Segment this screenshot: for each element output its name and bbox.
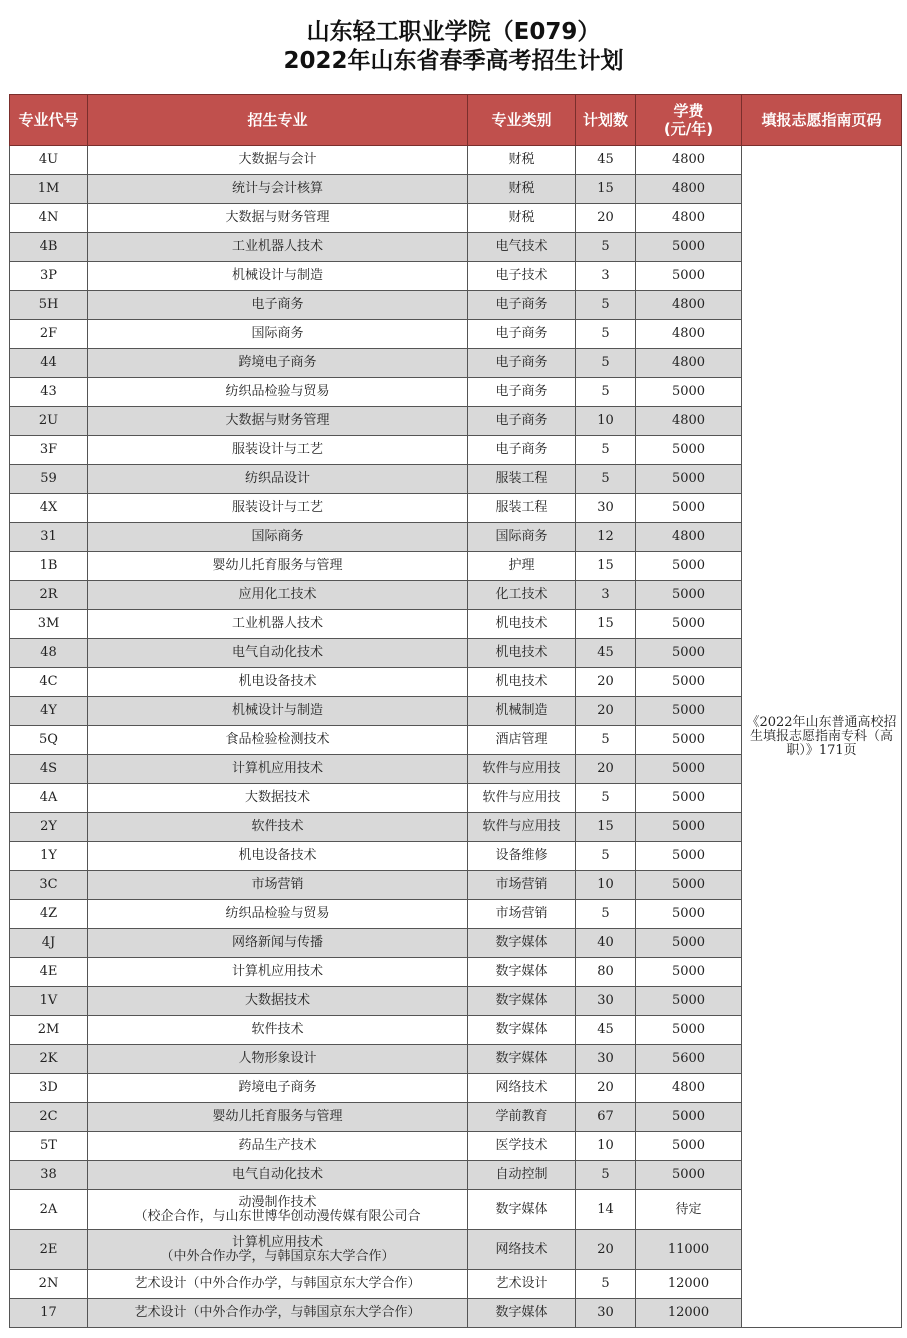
cell-major-note: （校企合作，与山东世博华创动漫传媒有限公司合 xyxy=(134,1208,421,1224)
cell-major: 电子商务 xyxy=(88,291,468,320)
cell-fee: 12000 xyxy=(636,1270,742,1299)
cell-code: 5T xyxy=(10,1132,88,1161)
cell-major: 纺织品检验与贸易 xyxy=(88,900,468,929)
cell-count: 10 xyxy=(576,1132,636,1161)
cell-fee: 5000 xyxy=(636,494,742,523)
cell-count: 5 xyxy=(576,900,636,929)
cell-count: 10 xyxy=(576,407,636,436)
cell-category: 财税 xyxy=(468,204,576,233)
cell-major xyxy=(88,1230,468,1270)
cell-code: 3F xyxy=(10,436,88,465)
cell-count: 5 xyxy=(576,291,636,320)
cell-code: 4S xyxy=(10,755,88,784)
cell-major: 机电设备技术 xyxy=(88,842,468,871)
cell-category: 电子商务 xyxy=(468,291,576,320)
header-count: 计划数 xyxy=(576,95,636,146)
cell-code: 2R xyxy=(10,581,88,610)
cell-code: 48 xyxy=(10,639,88,668)
cell-count: 30 xyxy=(576,1299,636,1328)
cell-fee: 5000 xyxy=(636,581,742,610)
cell-count: 20 xyxy=(576,1074,636,1103)
cell-major: 机械设计与制造 xyxy=(88,697,468,726)
cell-major: 大数据技术 xyxy=(88,784,468,813)
cell-category: 艺术设计 xyxy=(468,1270,576,1299)
cell-major: 艺术设计（中外合作办学，与韩国京东大学合作） xyxy=(88,1299,468,1328)
cell-code: 5Q xyxy=(10,726,88,755)
header-guide: 填报志愿指南页码 xyxy=(742,95,902,146)
cell-category: 网络技术 xyxy=(468,1074,576,1103)
cell-fee: 5000 xyxy=(636,378,742,407)
cell-major: 服装设计与工艺 xyxy=(88,436,468,465)
cell-category: 数字媒体 xyxy=(468,929,576,958)
cell-category: 数字媒体 xyxy=(468,1190,576,1230)
cell-fee: 5000 xyxy=(636,871,742,900)
cell-major: 国际商务 xyxy=(88,523,468,552)
cell-category: 软件与应用技 xyxy=(468,784,576,813)
cell-category: 护理 xyxy=(468,552,576,581)
cell-category: 自动控制 xyxy=(468,1161,576,1190)
cell-code: 44 xyxy=(10,349,88,378)
cell-major-name: 动漫制作技术 xyxy=(238,1194,317,1210)
cell-major: 机械设计与制造 xyxy=(88,262,468,291)
cell-fee: 5000 xyxy=(636,1103,742,1132)
cell-fee: 5000 xyxy=(636,233,742,262)
cell-category: 电子商务 xyxy=(468,378,576,407)
cell-major: 网络新闻与传播 xyxy=(88,929,468,958)
cell-code: 59 xyxy=(10,465,88,494)
cell-count: 5 xyxy=(576,1161,636,1190)
cell-category: 电子商务 xyxy=(468,436,576,465)
cell-code: 2F xyxy=(10,320,88,349)
cell-category: 电子商务 xyxy=(468,320,576,349)
cell-category: 网络技术 xyxy=(468,1230,576,1270)
cell-count: 45 xyxy=(576,1016,636,1045)
cell-code: 5H xyxy=(10,291,88,320)
cell-category: 机电技术 xyxy=(468,610,576,639)
cell-category: 市场营销 xyxy=(468,871,576,900)
cell-code: 2A xyxy=(10,1190,88,1230)
cell-fee: 4800 xyxy=(636,407,742,436)
cell-category: 市场营销 xyxy=(468,900,576,929)
cell-major: 计算机应用技术 xyxy=(88,755,468,784)
cell-code: 1Y xyxy=(10,842,88,871)
cell-count: 30 xyxy=(576,987,636,1016)
cell-code: 1V xyxy=(10,987,88,1016)
cell-major: 机电设备技术 xyxy=(88,668,468,697)
cell-fee: 5000 xyxy=(636,610,742,639)
cell-count: 20 xyxy=(576,697,636,726)
cell-category: 化工技术 xyxy=(468,581,576,610)
cell-category: 电子技术 xyxy=(468,262,576,291)
cell-major: 大数据技术 xyxy=(88,987,468,1016)
cell-category: 电子商务 xyxy=(468,407,576,436)
cell-major: 软件技术 xyxy=(88,813,468,842)
cell-category: 机电技术 xyxy=(468,639,576,668)
cell-fee: 11000 xyxy=(636,1230,742,1270)
cell-fee: 5000 xyxy=(636,668,742,697)
cell-code: 2M xyxy=(10,1016,88,1045)
cell-fee: 5000 xyxy=(636,726,742,755)
cell-code: 4N xyxy=(10,204,88,233)
cell-code: 2Y xyxy=(10,813,88,842)
cell-count: 5 xyxy=(576,465,636,494)
cell-major: 大数据与财务管理 xyxy=(88,407,468,436)
cell-count: 5 xyxy=(576,1270,636,1299)
cell-fee: 5600 xyxy=(636,1045,742,1074)
cell-major: 市场营销 xyxy=(88,871,468,900)
cell-fee: 4800 xyxy=(636,1074,742,1103)
cell-count: 20 xyxy=(576,1230,636,1270)
cell-category: 软件与应用技 xyxy=(468,755,576,784)
cell-category: 数字媒体 xyxy=(468,987,576,1016)
cell-major: 跨境电子商务 xyxy=(88,1074,468,1103)
cell-code: 4Z xyxy=(10,900,88,929)
cell-major xyxy=(88,1190,468,1230)
cell-fee: 5000 xyxy=(636,697,742,726)
cell-category: 医学技术 xyxy=(468,1132,576,1161)
cell-count: 15 xyxy=(576,552,636,581)
cell-count: 15 xyxy=(576,813,636,842)
cell-major: 电气自动化技术 xyxy=(88,639,468,668)
cell-category: 电气技术 xyxy=(468,233,576,262)
cell-major: 服装设计与工艺 xyxy=(88,494,468,523)
cell-fee: 5000 xyxy=(636,262,742,291)
cell-major: 跨境电子商务 xyxy=(88,349,468,378)
cell-count: 14 xyxy=(576,1190,636,1230)
cell-fee: 5000 xyxy=(636,784,742,813)
cell-major: 食品检验检测技术 xyxy=(88,726,468,755)
cell-code: 2C xyxy=(10,1103,88,1132)
cell-count: 20 xyxy=(576,668,636,697)
cell-fee: 5000 xyxy=(636,929,742,958)
cell-count: 80 xyxy=(576,958,636,987)
cell-major: 工业机器人技术 xyxy=(88,610,468,639)
cell-major: 电气自动化技术 xyxy=(88,1161,468,1190)
cell-code: 1M xyxy=(10,175,88,204)
cell-major: 应用化工技术 xyxy=(88,581,468,610)
cell-fee: 4800 xyxy=(636,204,742,233)
cell-count: 3 xyxy=(576,581,636,610)
cell-count: 5 xyxy=(576,378,636,407)
cell-count: 5 xyxy=(576,233,636,262)
cell-count: 5 xyxy=(576,320,636,349)
cell-fee: 5000 xyxy=(636,813,742,842)
cell-code: 17 xyxy=(10,1299,88,1328)
cell-count: 10 xyxy=(576,871,636,900)
cell-category: 机电技术 xyxy=(468,668,576,697)
cell-count: 67 xyxy=(576,1103,636,1132)
cell-count: 3 xyxy=(576,262,636,291)
cell-category: 学前教育 xyxy=(468,1103,576,1132)
cell-count: 12 xyxy=(576,523,636,552)
cell-fee: 4800 xyxy=(636,291,742,320)
cell-category: 数字媒体 xyxy=(468,1045,576,1074)
enrollment-plan-table xyxy=(9,94,902,1328)
cell-code: 43 xyxy=(10,378,88,407)
cell-category: 财税 xyxy=(468,146,576,175)
cell-count: 5 xyxy=(576,842,636,871)
cell-count: 30 xyxy=(576,1045,636,1074)
cell-code: 4B xyxy=(10,233,88,262)
cell-category: 数字媒体 xyxy=(468,1299,576,1328)
cell-fee: 5000 xyxy=(636,987,742,1016)
cell-code: 4E xyxy=(10,958,88,987)
cell-major: 统计与会计核算 xyxy=(88,175,468,204)
cell-count: 5 xyxy=(576,784,636,813)
cell-fee: 12000 xyxy=(636,1299,742,1328)
cell-category: 国际商务 xyxy=(468,523,576,552)
header-major: 招生专业 xyxy=(88,95,468,146)
cell-category: 服装工程 xyxy=(468,465,576,494)
cell-count: 5 xyxy=(576,436,636,465)
document-title xyxy=(0,18,907,76)
cell-fee: 5000 xyxy=(636,1161,742,1190)
cell-major-note: （中外合作办学，与韩国京东大学合作） xyxy=(160,1248,395,1264)
cell-category: 机械制造 xyxy=(468,697,576,726)
table-header-row xyxy=(10,95,902,146)
cell-fee: 5000 xyxy=(636,755,742,784)
header-fee xyxy=(636,95,742,146)
cell-count: 20 xyxy=(576,204,636,233)
cell-code: 3D xyxy=(10,1074,88,1103)
cell-code: 3M xyxy=(10,610,88,639)
cell-fee: 5000 xyxy=(636,436,742,465)
cell-count: 15 xyxy=(576,175,636,204)
cell-fee: 5000 xyxy=(636,639,742,668)
cell-fee: 4800 xyxy=(636,523,742,552)
cell-fee: 4800 xyxy=(636,349,742,378)
cell-category: 数字媒体 xyxy=(468,958,576,987)
cell-fee: 5000 xyxy=(636,900,742,929)
cell-fee: 5000 xyxy=(636,842,742,871)
cell-count: 45 xyxy=(576,639,636,668)
cell-major: 婴幼儿托育服务与管理 xyxy=(88,552,468,581)
cell-category: 设备维修 xyxy=(468,842,576,871)
cell-code: 4X xyxy=(10,494,88,523)
cell-major: 软件技术 xyxy=(88,1016,468,1045)
cell-code: 3P xyxy=(10,262,88,291)
cell-guide-page: 《2022年山东普通高校招生填报志愿指南专科（高职）》171页 xyxy=(742,146,902,1328)
cell-code: 31 xyxy=(10,523,88,552)
cell-fee: 5000 xyxy=(636,552,742,581)
cell-code: 4Y xyxy=(10,697,88,726)
cell-code: 1B xyxy=(10,552,88,581)
cell-major: 大数据与财务管理 xyxy=(88,204,468,233)
cell-code: 2U xyxy=(10,407,88,436)
cell-category: 电子商务 xyxy=(468,349,576,378)
header-fee-line1: 学费 xyxy=(673,102,704,120)
cell-count: 45 xyxy=(576,146,636,175)
cell-major: 纺织品设计 xyxy=(88,465,468,494)
cell-count: 40 xyxy=(576,929,636,958)
cell-fee: 4800 xyxy=(636,320,742,349)
cell-fee: 5000 xyxy=(636,1132,742,1161)
cell-major: 计算机应用技术 xyxy=(88,958,468,987)
title-line-2: 2022年山东省春季高考招生计划 xyxy=(283,48,624,74)
cell-fee: 待定 xyxy=(636,1190,742,1230)
cell-fee: 4800 xyxy=(636,175,742,204)
cell-count: 5 xyxy=(576,726,636,755)
cell-major: 国际商务 xyxy=(88,320,468,349)
cell-major: 人物形象设计 xyxy=(88,1045,468,1074)
table-row xyxy=(10,146,902,175)
cell-major: 婴幼儿托育服务与管理 xyxy=(88,1103,468,1132)
cell-code: 4A xyxy=(10,784,88,813)
cell-code: 3C xyxy=(10,871,88,900)
cell-major: 工业机器人技术 xyxy=(88,233,468,262)
cell-major: 药品生产技术 xyxy=(88,1132,468,1161)
cell-count: 20 xyxy=(576,755,636,784)
cell-major: 大数据与会计 xyxy=(88,146,468,175)
cell-code: 2E xyxy=(10,1230,88,1270)
cell-category: 服装工程 xyxy=(468,494,576,523)
cell-fee: 4800 xyxy=(636,146,742,175)
cell-major-name: 计算机应用技术 xyxy=(231,1234,323,1250)
header-category: 专业类别 xyxy=(468,95,576,146)
cell-category: 软件与应用技 xyxy=(468,813,576,842)
cell-count: 15 xyxy=(576,610,636,639)
cell-major: 纺织品检验与贸易 xyxy=(88,378,468,407)
cell-code: 4J xyxy=(10,929,88,958)
cell-category: 数字媒体 xyxy=(468,1016,576,1045)
cell-fee: 5000 xyxy=(636,958,742,987)
cell-count: 5 xyxy=(576,349,636,378)
header-code: 专业代号 xyxy=(10,95,88,146)
header-fee-line2: (元/年) xyxy=(663,120,714,138)
cell-code: 38 xyxy=(10,1161,88,1190)
cell-category: 酒店管理 xyxy=(468,726,576,755)
cell-code: 4C xyxy=(10,668,88,697)
table-body xyxy=(10,146,902,1328)
cell-count: 30 xyxy=(576,494,636,523)
title-line-1: 山东轻工职业学院（E079） xyxy=(306,19,601,45)
cell-major: 艺术设计（中外合作办学，与韩国京东大学合作） xyxy=(88,1270,468,1299)
cell-fee: 5000 xyxy=(636,1016,742,1045)
cell-code: 2K xyxy=(10,1045,88,1074)
cell-category: 财税 xyxy=(468,175,576,204)
cell-fee: 5000 xyxy=(636,465,742,494)
cell-code: 4U xyxy=(10,146,88,175)
cell-code: 2N xyxy=(10,1270,88,1299)
